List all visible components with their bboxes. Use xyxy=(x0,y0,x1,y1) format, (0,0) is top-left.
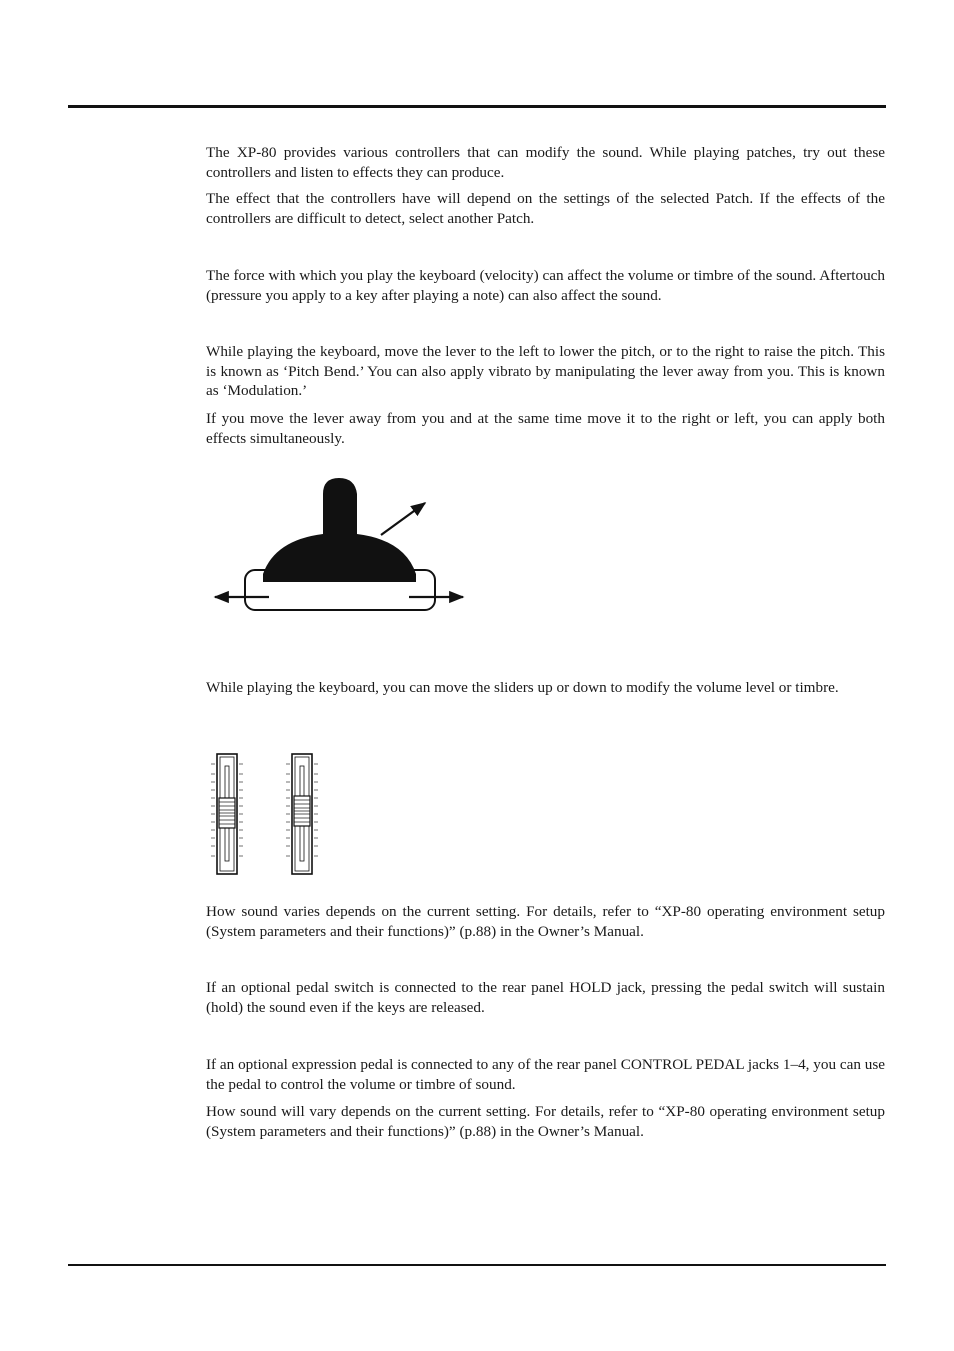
footer-rule xyxy=(68,1264,886,1266)
lever-paragraph-2: If you move the lever away from you and at the same time move it to the right or left, you can apply both effects simultaneously. xyxy=(206,410,885,447)
sliders-note-paragraph: How sound varies depends on the current setting. For details, refer to “XP-80 operating environment setup (System parameters and their functions)” (p.88) in the Owner’s Manual. xyxy=(206,903,885,940)
lever-paragraph-1: While playing the keyboard, move the lever to the left to lower the pitch, or to the right to raise the pitch. This is known as ‘Pitch Bend.’ You can also apply vibrato by manipulating the lever away from you. This is known as ‘Modulation.’ xyxy=(206,343,885,400)
slider-icon xyxy=(210,752,335,877)
hold-paragraph: If an optional pedal switch is connected to the rear panel HOLD jack, pressing the pedal switch will sustain (hold) the sound even if the keys are released. xyxy=(206,979,885,1016)
sliders-paragraph: While playing the keyboard, you can move the sliders up or down to modify the volume level or timbre. xyxy=(206,679,839,696)
intro-paragraph-2: The effect that the controllers have will depend on the settings of the selected Patch. If the effects of the controllers are difficult to detect, select another Patch. xyxy=(206,190,885,227)
header-rule xyxy=(68,105,886,108)
velocity-paragraph: The force with which you play the keyboard (velocity) can affect the volume or timbre of the sound. Aftertouch (pressure you apply to a key after playing a note) can also affect the sound. xyxy=(206,267,885,304)
intro-paragraph-1: The XP-80 provides various controllers that can modify the sound. While playing patches, try out these controllers and listen to effects they can produce. xyxy=(206,144,885,181)
control-pedal-paragraph-1: If an optional expression pedal is connected to any of the rear panel CONTROL PEDAL jacks 1–4, you can use the pedal to control the volume or timbre of sound. xyxy=(206,1056,885,1093)
control-pedal-paragraph-2: How sound will vary depends on the current setting. For details, refer to “XP-80 operating environment setup (System parameters and their functions)” (p.88) in the Owner’s Manual. xyxy=(206,1103,885,1140)
pitch-bend-modulation-lever-icon xyxy=(205,470,475,620)
